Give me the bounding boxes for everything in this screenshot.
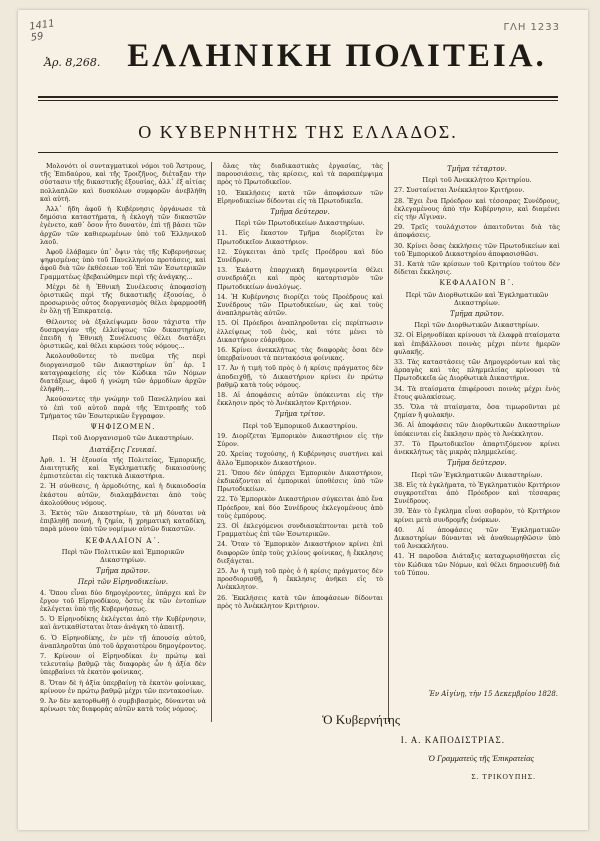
article: 9. Ἀν δὲν κατορθωθῇ ὁ συμβιβασμὸς, δύνανται νὰ κρίνωσι τὰς διαφορὰς αὐτῶν κατὰ τοὺς νόμους. (40, 696, 206, 714)
chapter-subheading: Περὶ τῶν Πολιτικῶν καὶ Ἐμπορικῶν Δικαστηρίων. (61, 547, 185, 564)
article: 41. Ἡ παροῦσα Διάταξις καταχωρισθήσεται εἰς τὸν Κώδικα τῶν Νόμων, καὶ θέλει δημοσιευθῇ διὰ τοῦ Τύπου. (394, 552, 560, 577)
decree-heading: ΨΗΦΙΖΟΜΕΝ. (90, 422, 156, 432)
text-columns (40, 162, 560, 722)
intro-paragraph: Ἀκολουθοῦντες τὸ πνεῦμα τῆς περὶ διοργανισμοῦ τῶν Δικαστηρίων ὑπ᾿ ἀρ. 1 καταγραφείσης εἰς τὸν Κώδικα τῶν Νόμων διατάξεως, ἀφοῦ ἡ γνώμη τῶν ἀρμοδίων ἀρχῶν ἐλήφθη... (40, 352, 206, 394)
article: 37. Τὸ Πρωτοδικεῖον ἀπαρτιζόμενον κρίνει ἀνεκκλήτως τὰς μικρὰς πλημμελείας. (394, 439, 560, 457)
article: 30. Κρίνει ὅσας ἐκκλήσεις τῶν Πρωτοδικείων καὶ τοῦ Ἐμπορικοῦ Δικαστηρίου ἀποφασισθῶσι. (394, 241, 560, 258)
section-subheading: Περὶ τοῦ Ἀνεκκλήτου Κριτηρίου. (422, 176, 532, 185)
article: 39. Ἐὰν τὸ ἔγκλημα εἶναι σοβαρὸν, τὸ Κριτήριον κρίνει μετὰ συνδρομῆς ἐνόρκων. (394, 507, 560, 524)
article: 10. Ἐκκλήσεις κατὰ τῶν ἀποφάσεων τῶν Εἰρηνοδικείων δίδονται εἰς τὰ Πρωτοδικεῖα. (217, 188, 383, 205)
section-subheading: Περὶ τῶν Εἰρηνοδικείων. (78, 578, 168, 587)
intro-paragraph: Ἀκούσαντες τὴν γνώμην τοῦ Πανελληνίου καὶ τὸ ἐπὶ τοῦ αὐτοῦ παρὰ τῆς Ἐπιτροπῆς τοῦ Τμήματος τῶν Ἐσωτερικῶν ἔγγραφον. (40, 395, 206, 420)
paragraph: ὅλας τὰς διαδικαστικὰς ἐργασίας, τὰς παρουσιάσεις, τὰς κρίσεις, καὶ τὰ παραπέμψιμα πρὸς τὸ Πρωτοδικεῖον. (217, 162, 383, 187)
article: 8. Ὅταν δὲ ἡ ἀξία ὑπερβαίνῃ τὰ ἑκατὸν φοίνικας, κρίνουν ἐν πρώτῳ βαθμῷ μέχρι τῶν πεντακοσίων. (40, 678, 206, 695)
signatory-name: Ι. Α. ΚΑΠΟΔΙΣΤΡΙΑΣ. (400, 735, 505, 745)
subtitle-rule (38, 152, 558, 153)
article: Ἀρθ. 1. Ἡ ἐξουσία τῆς Πολιτείας, Ἐμπορικῆς, Διαιτητικῆς καὶ Ἐγκληματικῆς δικαιοσύνης ἐμπιστεύεται εἰς τακτικὰ Δικαστήρια. (40, 455, 206, 481)
section-subheading: Περὶ τοῦ Ἐμπορικοῦ Δικαστηρίου. (242, 421, 358, 430)
column-3 (394, 162, 560, 722)
intro-paragraph: Μέχρι δὲ ἡ Ἐθνικὴ Συνέλευσις ἀποφασίσῃ ὁριστικῶς περὶ τῆς δικαστικῆς ἐξουσίας, ὁ προσωρινὸς οὗτος διοργανισμὸς θέλει ἐφαρμοσθῆ ἐν ὅλῃ τῇ Ἐπικρατείᾳ. (40, 282, 206, 316)
article: 32. Οἱ Εἰρηνοδίκαι κρίνουσι τὰ ἐλαφρὰ πταίσματα καὶ ἐπιβάλλουσι ποινὰς μέχρι πέντε ἡμερῶν φυλακῆς. (394, 331, 560, 356)
intro-paragraph: Μολονότι οἱ συνταγματικοὶ νόμοι τοῦ Ἄστρους, τῆς Ἐπιδαύρου, καὶ τῆς Τροιζῆνος, διέταξαν τὴν σύστασιν τῆς δικαστικῆς ἐξουσίας, ἀλλ᾿ ἐξ αἰτίας πολλαπλῶν καὶ δυσκόλων συμφορῶν ἀνεβλήθη καὶ αὐτή. (40, 162, 206, 203)
article: 22. Τὸ Ἐμπορικὸν Δικαστήριον σύγκειται ἀπὸ ἕνα Πρόεδρον, καὶ δύο Συνέδρους ἐκλεγομένους ἀπὸ τοὺς ἐμπόρους. (217, 495, 383, 520)
decree-issuer: Ο ΚΥΒΕΡΝΗΤΗΣ ΤΗΣ ΕΛΛΑΔΟΣ. (138, 122, 458, 142)
countersignatory-role: Ὁ Γραμματεὺς τῆς Ἐπικρατείας (427, 753, 534, 763)
article: 25. Ἀν ἡ τιμὴ τοῦ πρὸς ὁ ἡ κρίσις πράγματος δὲν προσδιορισθῇ, ἡ ἔκκλησις ἀνήκει εἰς τὸ Ἀνέκκλητον. (217, 566, 383, 592)
article: 29. Τρεῖς τουλάχιστον ἀπαιτοῦνται διὰ τὰς ἀποφάσεις. (394, 223, 560, 240)
signatory-title: Ὁ Κυβερνήτης (322, 712, 400, 727)
article: 6. Ὁ Εἰρηνοδίκης, ἐν μὲν τῇ ἀπουσίᾳ αὐτοῦ, ἀναπληροῦται ὑπὸ τοῦ ἀρχαιοτέρου δημογέροντος. (40, 633, 206, 650)
article: 4. Ὅπου εἶναι δύο δημογέροντες, ὑπάρχει καὶ ἓν ἔργον τοῦ Εἰρηνοδίκου, ὅστις ἐκ τῶν ἐντοπίων ἐκλέγεται ὑπὸ τῆς Κυβερνήσεως. (40, 588, 206, 613)
article: 11. Εἰς ἕκαστον Τμῆμα διορίζεται ἓν Πρωτοδικεῖον Δικαστήριον. (217, 229, 383, 246)
article: 33. Τὰς καταστάσεις τῶν Δημογερόντων καὶ τὰς ἁρπαγὰς καὶ τὰς πλημμελείας κρίνουσι τὰ Πρωτοδικεῖα ὡς Διορθωτικὰ Δικαστήρια. (394, 358, 560, 383)
article: 36. Αἱ ἀποφάσεις τῶν Διορθωτικῶν Δικαστηρίων ὑπόκεινται εἰς ἔκκλησιν πρὸς τὸ Ἀνέκκλητον. (394, 421, 560, 438)
article: 5. Ὁ Εἰρηνοδίκης ἐκλέγεται ἀπὸ τὴν Κυβέρνησιν, καὶ ἀντικαθίσταται ὅταν ἀνάγκη τὸ ἀπαιτῇ. (40, 615, 206, 632)
article: 18. Αἱ ἀποφάσεις αὐτῶν ὑπόκεινται εἰς τὴν ἔκκλησιν πρὸς τὸ Ἀνέκκλητον Κριτήριον. (217, 391, 383, 408)
article: 23. Οἱ ἐκλεγόμενοι συνδιασκέπτονται μετὰ τοῦ Γραμματέως ἐπὶ τῶν Ἐσωτερικῶν. (217, 521, 383, 539)
section-subheading: Περὶ τῶν Ἐγκληματικῶν Δικαστηρίων. (411, 470, 543, 479)
column-2 (217, 162, 383, 722)
column-divider (211, 162, 212, 722)
issue-number: Ἀρ. 8,268. (44, 56, 101, 69)
article: 24. Ὅταν τὸ Ἐμπορικὸν Δικαστήριον κρίνει ἐπὶ διαφορῶν ὑπὲρ τοὺς χιλίους φοίνικας, ἡ ἔκκλησις διεξάγεται. (217, 540, 383, 565)
archive-stamp: ΓΛΗ 1233 (503, 22, 560, 33)
article: 7. Κρίνουν οἱ Εἰρηνοδίκαι ἐν πρώτῳ καὶ τελευταίῳ βαθμῷ τὰς διαφορὰς ὧν ἡ ἀξία δὲν ὑπερβαίνει τὰ ἑκατὸν φοίνικας. (40, 651, 206, 677)
chapter-heading: ΚΕΦΑΛΑΙΟΝ Β΄. (439, 278, 515, 288)
article: 14. Ἡ Κυβέρνησις διορίζει τοὺς Προέδρους καὶ Συνέδρους τῶν Πρωτοδικείων, ὡς καὶ τοὺς ἀναπληρωτὰς αὐτῶν. (217, 292, 383, 318)
section-subheading: Περὶ τῶν Διορθωτικῶν Δικαστηρίων. (414, 321, 540, 330)
article: 16. Κρίνει ἀνεκκλήτως τὰς διαφορὰς ὅσαι δὲν ὑπερβαίνουσι τὰ πεντακόσια φοίνικας. (217, 346, 383, 363)
masthead-rule (38, 96, 558, 98)
article: 2. Ἡ σύνθεσις, ἡ ἁρμοδιότης, καὶ ἡ δικαιοδοσία ἑκάστου αὐτῶν, διαλαμβάνεται ἀπὸ τοὺς ἀκολούθους νόμους. (40, 482, 206, 507)
article: 13. Ἑκάστη ἐπαρχιακὴ δημογεροντία θέλει συνεδριάζει καὶ πρὸς καταρτισμὸν τῶν Πρωτοδικείων ἀναλόγως. (217, 266, 383, 291)
section-heading: Τμῆμα πρῶτον. (450, 310, 504, 319)
article: 40. Αἱ ἀποφάσεις τῶν Ἐγκληματικῶν Δικαστηρίων δύνανται νὰ ἀναθεωρηθῶσιν ὑπὸ τοῦ Ἀνεκκλήτου. (394, 525, 560, 551)
article: 26. Ἐκκλήσεις κατὰ τῶν ἀποφάσεων δίδονται πρὸς τὸ Ἀνέκκλητον Κριτήριον. (217, 593, 383, 610)
section-heading: Τμῆμα τέταρτον. (447, 165, 507, 173)
section-heading: Τμῆμα πρῶτον. (96, 567, 150, 576)
section-heading: Τμῆμα δεύτερον. (270, 208, 330, 217)
article: 27. Συσταίνεται Ἀνέκκλητον Κριτήριον. (394, 186, 525, 195)
article: 28. Ἔχει ἕνα Πρόεδρον καὶ τέσσαρας Συνέδρους, ἐκλεγομένους ἀπὸ τὴν Κυβέρνησιν, καὶ διαμένει εἰς τὴν Αἴγιναν. (394, 196, 560, 222)
article: 35. Ὅλα τὰ πταίσματα, ὅσα τιμωροῦνται μὲ ζημίαν ἢ φυλακήν. (394, 403, 560, 420)
section-heading: Τμῆμα τρίτον. (274, 410, 326, 419)
article: 12. Σύγκειται ἀπὸ τρεῖς Προέδρου καὶ δύο Συνέδρων. (217, 247, 383, 265)
intro-paragraph: Ἀφοῦ ἐλάβαμεν ὑπ᾿ ὄψιν τὰς τῆς Κυβερνήσεως ψηφισμένας ὑπὸ τοῦ Πανελληνίου προτάσεις, καὶ ἀφοῦ διὰ τῶν ἐκθέσεων τοῦ Ἐπὶ τῶν Ἐσωτερικῶν Γραμματέως ἐβεβαιώθημεν περὶ τῆς ἀνάγκης... (40, 248, 206, 281)
article: 21. Ὅπου δὲν ὑπάρχει Ἐμπορικὸν Δικαστήριον, ἐκδικάζονται αἱ ἐμπορικαὶ ὑποθέσεις ὑπὸ τῶν Πρωτοδικείων. (217, 468, 383, 494)
section-heading: Τμῆμα δεύτερον. (447, 459, 507, 468)
decree-subheading: Περὶ τοῦ Διοργανισμοῦ τῶν Δικαστηρίων. (52, 434, 194, 443)
article: 38. Εἰς τὰ ἐγκλήματα, τὸ Ἐγκληματικὸν Κριτήριον συγκροτεῖται ἀπὸ Πρόεδρον καὶ τέσσαρας Συνέδρους. (394, 480, 560, 506)
column-divider (388, 162, 389, 722)
article: 19. Διορίζεται Ἐμπορικὸν Δικαστήριον εἰς τὴν Σύρον. (217, 431, 383, 449)
article: 20. Χρείας τυχούσης, ἡ Κυβέρνησις συστήνει καὶ ἄλλο Ἐμπορικὸν Δικαστήριον. (217, 450, 383, 467)
intro-paragraph: Ἀλλ᾿ ἤδη ἀφοῦ ἡ Κυβέρνησις ὀργάνωσε τὰ δημόσια καταστήματα, ἡ ἐκλογὴ τῶν δικαστῶν ἐγένετο, καθ᾿ ὅσον ἦτο δυνατὸν, ἐπὶ τῇ βάσει τῶν ἀρχῶν τῶν καθιερωμένων ὑπὸ τοῦ Ἑλληνικοῦ λαοῦ. (40, 205, 206, 246)
chapter-subheading: Περὶ τῶν Διορθωτικῶν καὶ Ἐγκληματικῶν Δικαστηρίων. (405, 290, 549, 307)
intro-paragraph: Θέλοντες νὰ ἐξαλείψωμεν ὅσον τάχιστα τὴν δυσπραγίαν τῆς ἐλλείψεως τῶν δικαστηρίων, ἐπειδὴ ἡ Ἐθνικὴ Συνέλευσις θέλει διατάξει ὁριστικῶς, καὶ θέλει κυρώσει τοὺς νόμους... (40, 317, 206, 351)
chapter-heading: ΚΕΦΑΛΑΙΟΝ Α΄. (85, 535, 161, 545)
masthead-rule-thin (38, 100, 558, 101)
section-subheading: Περὶ τῶν Πρωτοδικείων Δικαστηρίων. (235, 219, 365, 228)
countersignatory-name: Σ. ΤΡΙΚΟΥΠΗΣ. (471, 772, 536, 781)
article: 15. Οἱ Πρόεδροι ἀναπληροῦνται εἰς περίπτωσιν ἐλλείψεως τοῦ ἑνὸς, καὶ τότε μένει τὸ Δικαστήριον εὐάριθμον. (217, 319, 383, 344)
article: 31. Κατὰ τῶν κρίσεων τοῦ Κριτηρίου τούτου δὲν δίδεται ἔκκλησις. (394, 260, 560, 277)
article: 3. Ἐκτὸς τῶν Δικαστηρίων, τὰ μὴ δύναται νὰ ἐπιβληθῇ ποινή, ἢ ζημία, ἢ χρηματικὴ καταδίκη, παρὰ μόνον ὑπὸ τῶν νομίμων αὐτῶν δικαστῶν. (40, 508, 206, 534)
decree-date: Ἐν Αἰγίνῃ, τὴν 15 Δεκεμβρίου 1828. (428, 690, 558, 698)
article: 17. Ἀν ἡ τιμὴ τοῦ πρὸς ὁ ἡ κρίσις πράγματος δὲν ἀποδειχθῇ, τὸ Δικαστήριον κρίνει ἐν πρώτῳ βαθμῷ κατὰ τοὺς νόμους. (217, 364, 383, 389)
column-1 (40, 162, 206, 722)
pencil-archive-note: 1411 59 (28, 18, 56, 44)
general-provisions-heading: Διατάξεις Γενικαί. (89, 445, 157, 454)
article: 34. Τὰ πταίσματα ἐπιφέρουσι ποινὰς μέχρι ἑνὸς ἔτους φυλακίσεως. (394, 384, 560, 401)
masthead-title: ΕΛΛΗΝΙΚΗ ΠΟΛΙΤΕΙΑ. (127, 38, 547, 74)
